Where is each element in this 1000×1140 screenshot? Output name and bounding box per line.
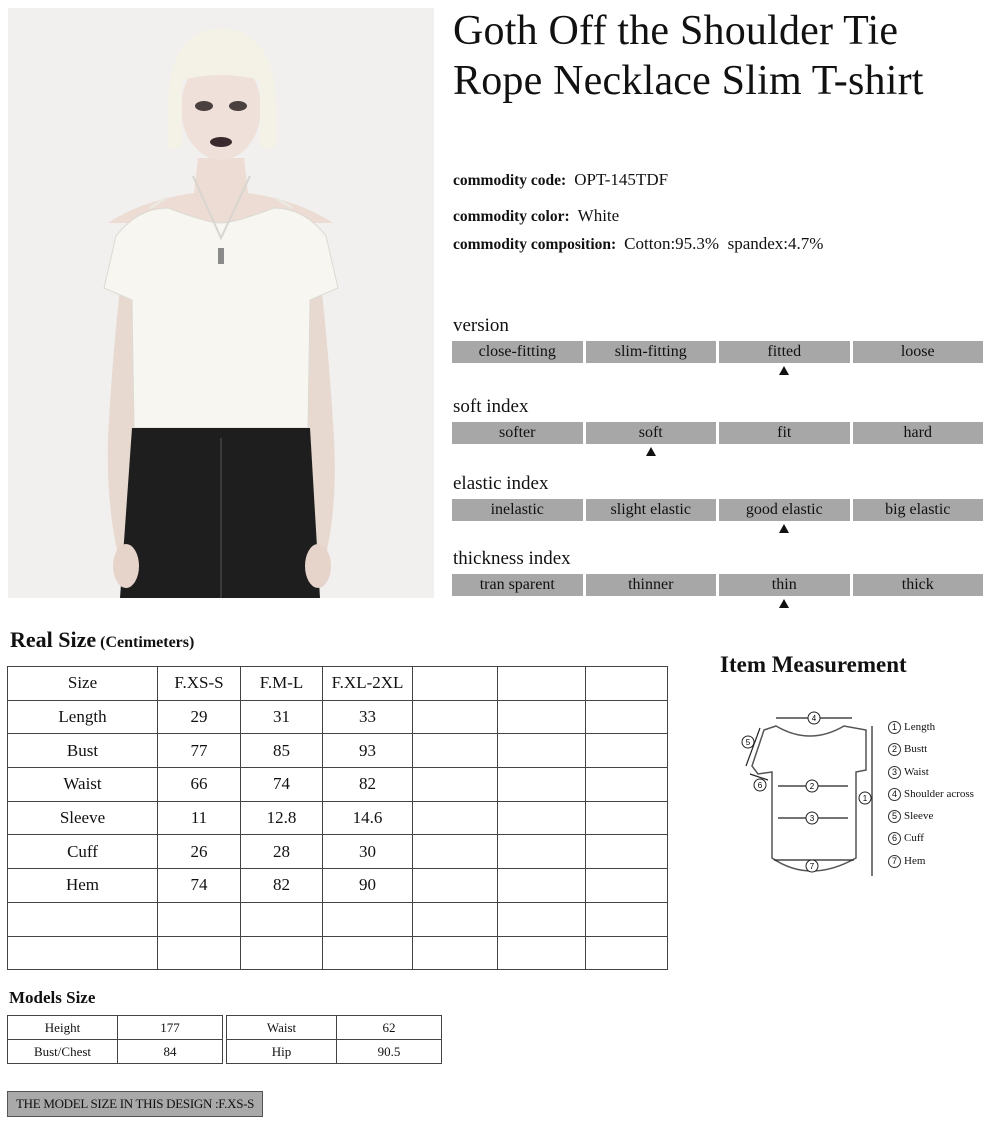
table-cell: F.M-L [241,667,323,701]
table-row [8,835,668,869]
model-value: 84 [118,1040,223,1064]
option-label: inelastic [490,501,544,518]
option-label: slim-fitting [614,343,687,360]
selected-marker-icon [779,524,789,533]
option-label: hard [903,424,932,441]
soft-index-bar [452,422,983,444]
table-cell: Sleeve [8,801,158,835]
table-row [8,700,668,734]
table-cell: F.XL-2XL [323,667,413,701]
svg-text:7: 7 [809,862,815,871]
table-cell: 12.8 [241,801,323,835]
version-option [452,341,583,363]
legend-label: Waist [904,765,929,778]
model-value: 177 [118,1016,223,1040]
option-label: loose [900,343,935,360]
table-cell [498,700,586,734]
table-cell: 90 [323,869,413,903]
legend-number: 3 [888,766,901,779]
table-cell: 30 [323,835,413,869]
option-label: slight elastic [610,501,691,518]
table-row [8,734,668,768]
thickness-index-bar [452,574,983,596]
model-label: Hip [227,1040,337,1064]
elastic-index-option [853,499,984,521]
table-cell [586,801,668,835]
table-cell [323,902,413,936]
legend-item [888,783,974,805]
table-cell: F.XS-S [158,667,241,701]
model-label: Bust/Chest [8,1040,118,1064]
table-cell [8,936,158,970]
table-cell [158,936,241,970]
option-label: fit [777,424,792,441]
table-cell [498,734,586,768]
table-cell: 77 [158,734,241,768]
table-cell: Waist [8,768,158,802]
option-label: good elastic [745,501,823,518]
legend-label: Hem [904,854,926,867]
version-bar [452,341,983,363]
version-option [586,341,717,363]
legend-item [888,850,974,872]
selected-marker-icon [646,447,656,456]
legend-item [888,738,974,760]
table-cell: 74 [158,869,241,903]
table-cell: 14.6 [323,801,413,835]
option-label: thin [771,576,797,593]
table-header-row [8,667,668,701]
commodity-code-value: OPT-145TDF [574,170,669,189]
table-cell: 26 [158,835,241,869]
table-cell [498,768,586,802]
version-option [853,341,984,363]
legend-number: 6 [888,832,901,845]
commodity-code-label: commodity code: [453,172,567,189]
commodity-color-label: commodity color: [453,208,570,225]
legend-label: Length [904,721,936,733]
table-cell [241,936,323,970]
commodity-code-row [453,170,668,190]
measurement-legend [888,716,974,872]
legend-label: Sleeve [904,810,934,823]
table-cell: 85 [241,734,323,768]
model-label: Height [8,1016,118,1040]
real-size-title [10,627,194,653]
table-row [227,1016,442,1040]
legend-label: Shoulder across [904,787,974,800]
table-cell: Cuff [8,835,158,869]
model-value: 90.5 [337,1040,442,1064]
legend-item [888,827,974,849]
commodity-composition-row [453,234,823,254]
table-cell [586,869,668,903]
table-cell [413,667,498,701]
selected-marker-icon [779,366,789,375]
table-row [8,801,668,835]
table-row [8,936,668,970]
table-cell: Length [8,700,158,734]
table-cell: 11 [158,801,241,835]
table-row [8,869,668,903]
table-cell [586,936,668,970]
commodity-composition-label: commodity composition: [453,236,617,253]
table-cell: 33 [323,700,413,734]
table-cell [413,869,498,903]
table-cell [586,667,668,701]
table-cell [498,835,586,869]
table-cell: 31 [241,700,323,734]
model-label: Waist [227,1016,337,1040]
option-label: close-fitting [478,343,556,360]
thickness-index-option [452,574,583,596]
table-cell [498,869,586,903]
table-cell [413,734,498,768]
table-cell: 82 [323,768,413,802]
legend-number: 5 [888,810,901,823]
legend-item [888,761,974,783]
table-cell [413,835,498,869]
models-table-left [7,1015,223,1064]
soft-index-title: soft index [453,396,529,417]
legend-number: 1 [888,721,901,734]
option-label: tran sparent [479,576,555,593]
legend-number: 2 [888,743,901,756]
table-cell [586,700,668,734]
elastic-index-option [719,499,850,521]
table-cell [586,835,668,869]
table-cell [241,902,323,936]
table-cell [498,667,586,701]
svg-text:1: 1 [862,794,868,803]
table-row [8,1040,223,1064]
svg-text:3: 3 [809,814,815,823]
real-size-heading: Real Size [10,627,97,652]
elastic-index-title: elastic index [453,473,549,494]
svg-text:2: 2 [809,782,815,791]
table-cell [498,801,586,835]
table-cell [158,902,241,936]
elastic-index-bar [452,499,983,521]
table-cell [8,902,158,936]
soft-index-option [853,422,984,444]
item-measurement-title: Item Measurement [720,652,907,677]
table-row [227,1040,442,1064]
option-label: thick [901,576,934,593]
legend-label: Cuff [904,832,924,845]
soft-index-option [719,422,850,444]
thickness-index-title: thickness index [453,548,571,569]
commodity-color-value: White [577,206,620,225]
table-cell [498,902,586,936]
thickness-index-option [719,574,850,596]
table-cell: 93 [323,734,413,768]
option-label: thinner [628,576,674,593]
measurement-diagram [738,708,883,888]
commodity-color-row [453,206,619,226]
table-cell: Bust [8,734,158,768]
models-table-right [226,1015,442,1064]
table-cell: Hem [8,869,158,903]
table-cell: 82 [241,869,323,903]
table-cell [323,936,413,970]
product-photo [8,8,434,598]
svg-text:4: 4 [811,714,817,723]
commodity-composition-value: Cotton:95.3% spandex:4.7% [624,234,824,253]
elastic-index-option [586,499,717,521]
table-cell [586,768,668,802]
table-cell [413,768,498,802]
legend-item [888,716,974,738]
thickness-index-option [853,574,984,596]
elastic-index-option [452,499,583,521]
legend-label: Bustt [904,743,928,756]
svg-text:6: 6 [757,781,763,790]
product-title-line2: Rope Necklace Slim T-shirt [453,58,924,104]
table-cell [413,700,498,734]
option-label: big elastic [885,501,951,518]
soft-index-option [452,422,583,444]
table-row [8,1016,223,1040]
selected-marker-icon [779,599,789,608]
product-title-line1: Goth Off the Shoulder Tie [453,8,899,54]
soft-index-option [586,422,717,444]
table-cell [413,902,498,936]
legend-number: 7 [888,855,901,868]
option-label: soft [638,424,663,441]
models-size-title: Models Size [9,988,96,1007]
table-row [8,902,668,936]
real-size-unit: (Centimeters) [100,634,195,651]
legend-item [888,805,974,827]
legend-number: 4 [888,788,901,801]
version-title: version [453,315,509,336]
product-title [453,6,993,106]
table-cell: 74 [241,768,323,802]
table-cell [586,902,668,936]
model-size-note: THE MODEL SIZE IN THIS DESIGN :F.XS-S [7,1091,263,1117]
table-cell: 29 [158,700,241,734]
option-label: fitted [767,343,802,360]
table-cell [498,936,586,970]
version-option [719,341,850,363]
option-label: softer [499,424,536,441]
table-row [8,768,668,802]
table-cell: 66 [158,768,241,802]
table-cell [413,801,498,835]
model-value: 62 [337,1016,442,1040]
table-cell: 28 [241,835,323,869]
table-cell [413,936,498,970]
thickness-index-option [586,574,717,596]
svg-text:5: 5 [745,738,751,747]
table-cell [586,734,668,768]
table-cell: Size [8,667,158,701]
size-table [7,666,668,970]
